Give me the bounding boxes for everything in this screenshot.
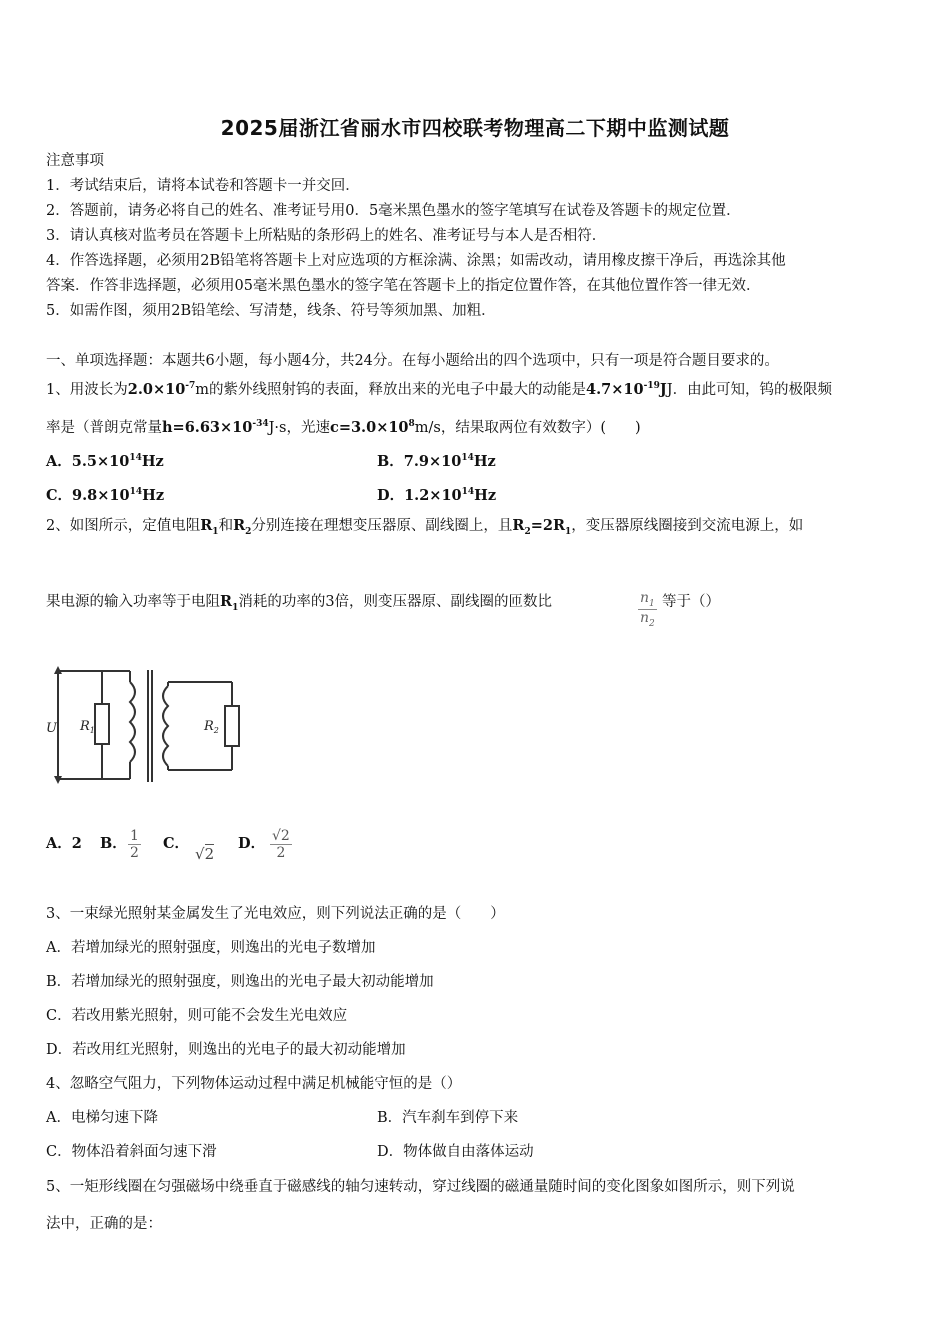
question-1-option-a[interactable]: A．$5.5\times 10^{14}Hz$ bbox=[46, 452, 164, 470]
resistor-r1 bbox=[95, 704, 109, 744]
voltage-label: U bbox=[46, 721, 57, 736]
question-3-option-b[interactable]: B．若增加绿光的照射强度，则逸出的光电子最大初动能增加 bbox=[46, 974, 434, 990]
turns-ratio-fraction: $\frac{n_1}{n_2}$ bbox=[640, 590, 655, 629]
question-3-option-c[interactable]: C．若改用紫光照射，则可能不会发生光电效应 bbox=[46, 1008, 348, 1024]
question-2-option-b[interactable]: B． bbox=[100, 835, 127, 852]
notice-heading: 注意事项 bbox=[46, 153, 104, 169]
question-3-option-d[interactable]: D．若改用红光照射，则逸出的光电子的最大初动能增加 bbox=[46, 1042, 406, 1058]
question-1-stem-line2: 率是（普朗克常量$h=6.63\times 10^{-34}J\cdot s$，光速$c=3.0\times 10^8m/s$，结果取两位有效数字）( ) bbox=[46, 418, 641, 436]
question-1-stem-line1: 1、用波长为$2.0\times 10^{-7}m$的紫外线照射钨的表面，释放出来的光电子中最大的动能是$4.7\times 10^{-19}JJ$．由此可知，钨的极限频 bbox=[46, 380, 833, 398]
question-4-option-d[interactable]: D．物体做自由落体运动 bbox=[377, 1144, 534, 1160]
question-3-stem: 3、一束绿光照射某金属发生了光电效应，则下列说法正确的是（ ） bbox=[46, 906, 505, 922]
question-1-option-c[interactable]: C．$9.8\times 10^{14}Hz$ bbox=[46, 486, 165, 504]
question-1-option-b[interactable]: B．$7.9\times 10^{14}Hz$ bbox=[377, 452, 496, 470]
question-4-option-b[interactable]: B．汽车刹车到停下来 bbox=[377, 1110, 519, 1126]
question-5-stem-line2: 法中，正确的是： bbox=[46, 1216, 162, 1232]
notice-item: 1．考试结束后，请将本试卷和答题卡一并交回． bbox=[46, 178, 360, 194]
transformer-circuit-diagram bbox=[44, 662, 256, 788]
question-2-option-a[interactable]: A．2 bbox=[46, 835, 82, 852]
page-title: 2025届浙江省丽水市四校联考物理高二下期中监测试题 bbox=[220, 116, 730, 140]
fraction-sqrt2-over-2: $\frac{√2}{2}$ bbox=[272, 828, 290, 861]
question-3-option-a[interactable]: A．若增加绿光的照射强度，则逸出的光电子数增加 bbox=[46, 940, 376, 956]
question-4-option-c[interactable]: C．物体沿着斜面匀速下滑 bbox=[46, 1144, 217, 1160]
question-4-option-a[interactable]: A．电梯匀速下降 bbox=[46, 1110, 158, 1126]
r2-label: $R_2$ bbox=[204, 719, 219, 735]
question-2-stem-line1: 2、如图所示，定值电阻$R_1$和$R_2$分别连接在理想变压器原、副线圈上，且$R_2=2R_1$，变压器原线圈接到交流电源上，如 bbox=[46, 517, 804, 537]
question-4-stem: 4、忽略空气阻力，下列物体运动过程中满足机械能守恒的是（） bbox=[46, 1076, 462, 1092]
r1-label: $R_1$ bbox=[80, 719, 95, 735]
question-2-stem-line2: 果电源的输入功率等于电阻$R_1$消耗的功率的3倍，则变压器原、副线圈的匝数比 bbox=[46, 593, 553, 613]
question-1-option-d[interactable]: D．$1.2\times 10^{14}Hz$ bbox=[377, 486, 497, 504]
notice-item: 5．如需作图，须用2B铅笔绘、写清楚，线条、符号等须加黑、加粗． bbox=[46, 303, 496, 319]
notice-item: 3．请认真核对监考员在答题卡上所粘贴的条形码上的姓名、准考证号与本人是否相符． bbox=[46, 228, 607, 244]
primary-coil bbox=[130, 682, 135, 762]
notice-item: 4．作答选择题，必须用2B铅笔将答题卡上对应选项的方框涂满、涂黑；如需改动，请用橡皮擦干净后，再选涂其他 bbox=[46, 253, 786, 269]
question-2-stem-tail: 等于（） bbox=[662, 594, 720, 610]
notice-item: 2．答题前，请务必将自己的姓名、准考证号用0．5毫米黑色墨水的签字笔填写在试卷及答题卡的规定位置． bbox=[46, 203, 741, 219]
question-2-option-c[interactable]: C． bbox=[163, 835, 190, 852]
sqrt-two: √2 bbox=[195, 845, 215, 863]
secondary-coil bbox=[163, 686, 168, 766]
section-heading: 一、单项选择题：本题共6小题，每小题4分，共24分。在每小题给出的四个选项中，只有一项是符合题目要求的。 bbox=[46, 353, 779, 369]
question-5-stem-line1: 5、一矩形线圈在匀强磁场中绕垂直于磁感线的轴匀速转动，穿过线圈的磁通量随时间的变化图象如图所示，则下列说 bbox=[46, 1179, 795, 1195]
fraction-one-half: $\frac{1}{2}$ bbox=[130, 828, 139, 861]
resistor-r2 bbox=[225, 706, 239, 746]
question-2-option-d[interactable]: D． bbox=[238, 835, 266, 852]
notice-item: 答案．作答非选择题，必须用05毫米黑色墨水的签字笔在答题卡上的指定位置作答，在其他位置作答一律无效． bbox=[46, 278, 761, 294]
